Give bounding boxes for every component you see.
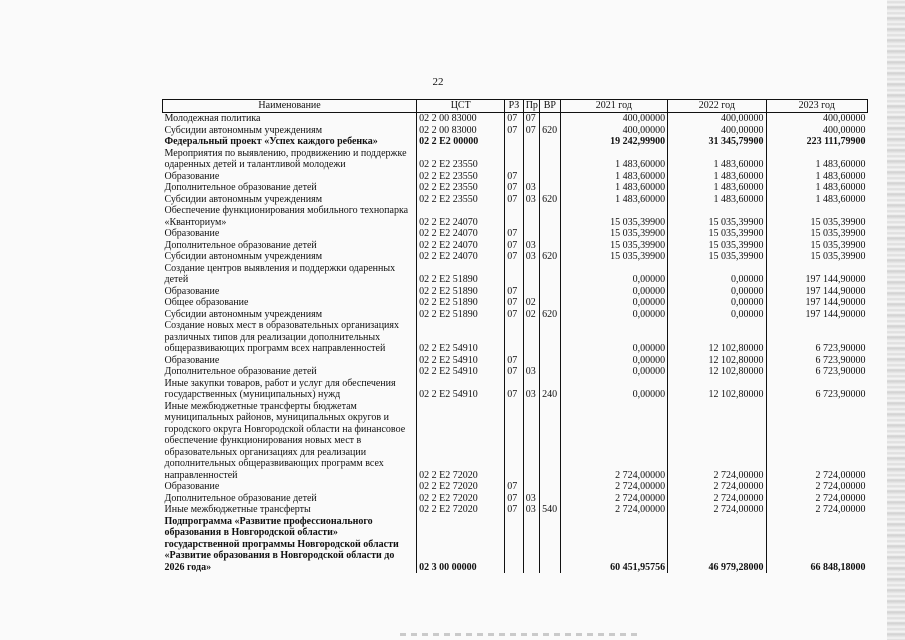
cell-cst: 02 2 E2 23550 bbox=[417, 194, 505, 206]
cell-cst: 02 2 E2 54910 bbox=[417, 378, 505, 401]
cell-cst: 02 3 00 00000 bbox=[417, 516, 505, 574]
cell-name: Мероприятия по выявлению, продвижению и поддержке одаренных детей и талантливой молодежи bbox=[164, 147, 407, 170]
cell-cst: 02 2 E2 00000 bbox=[417, 136, 505, 148]
cell-rz: 07 bbox=[505, 378, 523, 401]
budget-table bbox=[162, 99, 868, 573]
cell-cst: 02 2 E2 54910 bbox=[417, 355, 505, 367]
cell-2023: 6 723,90000 bbox=[766, 355, 867, 367]
cell-rz: 07 bbox=[505, 125, 523, 137]
cell-pr: 07 bbox=[523, 113, 539, 125]
cell-2022: 400,00000 bbox=[668, 113, 766, 125]
cell-2022: 1 483,60000 bbox=[668, 171, 766, 183]
cell-2023: 400,00000 bbox=[766, 125, 867, 137]
table-row bbox=[163, 504, 868, 516]
cell-cst: 02 2 E2 23550 bbox=[417, 182, 505, 194]
cell-2021: 0,00000 bbox=[560, 355, 668, 367]
table-row bbox=[163, 251, 868, 263]
cell-2023: 2 724,00000 bbox=[766, 504, 867, 516]
cell-pr bbox=[523, 286, 539, 298]
cell-name: Дополнительное образование детей bbox=[164, 239, 317, 251]
cell-vr bbox=[540, 366, 560, 378]
cell-cst: 02 2 E2 51890 bbox=[417, 309, 505, 321]
cell-cst: 02 2 E2 72020 bbox=[417, 401, 505, 482]
cell-2023: 400,00000 bbox=[766, 113, 867, 125]
cell-2021: 2 724,00000 bbox=[560, 493, 668, 505]
header-pr: Пр bbox=[523, 100, 539, 113]
cell-pr: 02 bbox=[523, 309, 539, 321]
cell-rz: 07 bbox=[505, 504, 523, 516]
cell-name: Обеспечение функционирования мобильного технопарка «Кванториум» bbox=[164, 205, 409, 228]
cell-name: Субсидии автономным учреждениям bbox=[164, 251, 323, 262]
cell-2022: 12 102,80000 bbox=[668, 378, 766, 401]
cell-cst: 02 2 00 83000 bbox=[417, 113, 505, 125]
cell-pr bbox=[523, 320, 539, 355]
scan-bottom-artifact bbox=[400, 633, 640, 636]
cell-name: Субсидии автономным учреждениям bbox=[164, 124, 323, 136]
cell-2021: 15 035,39900 bbox=[560, 205, 668, 228]
cell-vr bbox=[540, 493, 560, 505]
cell-cst: 02 2 E2 24070 bbox=[417, 240, 505, 252]
cell-name: Молодежная политика bbox=[164, 113, 261, 124]
cell-pr: 03 bbox=[523, 240, 539, 252]
cell-2022: 15 035,39900 bbox=[668, 251, 766, 263]
cell-2021: 0,00000 bbox=[560, 378, 668, 401]
cell-cst: 02 2 E2 24070 bbox=[417, 205, 505, 228]
table-row bbox=[163, 401, 868, 482]
cell-2022: 400,00000 bbox=[668, 125, 766, 137]
cell-name: Образование bbox=[164, 228, 220, 239]
cell-2021: 15 035,39900 bbox=[560, 228, 668, 240]
cell-rz: 07 bbox=[505, 171, 523, 183]
cell-pr: 03 bbox=[523, 493, 539, 505]
table-body bbox=[163, 113, 868, 574]
cell-vr bbox=[540, 148, 560, 171]
cell-vr bbox=[540, 481, 560, 493]
cell-pr bbox=[523, 228, 539, 240]
table-row bbox=[163, 228, 868, 240]
cell-2022: 0,00000 bbox=[668, 297, 766, 309]
table-row bbox=[163, 263, 868, 286]
cell-pr: 03 bbox=[523, 504, 539, 516]
cell-rz: 07 bbox=[505, 493, 523, 505]
cell-pr bbox=[523, 516, 539, 574]
cell-2023: 197 144,90000 bbox=[766, 309, 867, 321]
table-row bbox=[163, 481, 868, 493]
cell-pr: 02 bbox=[523, 297, 539, 309]
table-row bbox=[163, 355, 868, 367]
cell-pr: 03 bbox=[523, 194, 539, 206]
cell-2021: 0,00000 bbox=[560, 297, 668, 309]
cell-name: Субсидии автономным учреждениям bbox=[164, 308, 323, 320]
cell-2023: 2 724,00000 bbox=[766, 481, 867, 493]
cell-2022: 12 102,80000 bbox=[668, 355, 766, 367]
cell-rz bbox=[505, 516, 523, 574]
cell-name: Субсидии автономным учреждениям bbox=[164, 193, 323, 205]
table-row bbox=[163, 113, 868, 125]
cell-pr bbox=[523, 263, 539, 286]
cell-2021: 1 483,60000 bbox=[560, 182, 668, 194]
cell-vr bbox=[540, 205, 560, 228]
cell-cst: 02 2 E2 72020 bbox=[417, 493, 505, 505]
cell-pr: 03 bbox=[523, 378, 539, 401]
cell-2021: 15 035,39900 bbox=[560, 251, 668, 263]
cell-rz: 07 bbox=[505, 355, 523, 367]
cell-2023: 1 483,60000 bbox=[766, 194, 867, 206]
header-vr: ВР bbox=[540, 100, 560, 113]
cell-2023: 223 111,79900 bbox=[766, 136, 867, 148]
cell-2022: 0,00000 bbox=[668, 286, 766, 298]
table-row bbox=[163, 194, 868, 206]
cell-2023: 6 723,90000 bbox=[766, 366, 867, 378]
cell-name: Подпрограмма «Развитие профессионального образования в Новгородской области» государственной программы Новгородской области «Развитие образования в Новгородской области до 2026 года» bbox=[164, 515, 399, 573]
cell-2022: 15 035,39900 bbox=[668, 228, 766, 240]
header-2022: 2022 год bbox=[668, 100, 766, 113]
cell-rz bbox=[505, 205, 523, 228]
table-row bbox=[163, 320, 868, 355]
cell-name: Иные закупки товаров, работ и услуг для обеспечения государственных (муниципальных) нужд bbox=[164, 377, 396, 400]
cell-vr bbox=[540, 320, 560, 355]
cell-2021: 0,00000 bbox=[560, 320, 668, 355]
table-row bbox=[163, 309, 868, 321]
cell-2023: 15 035,39900 bbox=[766, 240, 867, 252]
cell-vr bbox=[540, 263, 560, 286]
cell-name: Образование bbox=[164, 354, 220, 366]
cell-rz: 07 bbox=[505, 251, 523, 263]
header-name: Наименование bbox=[163, 100, 417, 113]
cell-pr: 07 bbox=[523, 125, 539, 137]
table-row bbox=[163, 493, 868, 505]
table-row bbox=[163, 205, 868, 228]
cell-2021: 19 242,99900 bbox=[560, 136, 668, 148]
cell-cst: 02 2 E2 72020 bbox=[417, 481, 505, 493]
cell-2021: 1 483,60000 bbox=[560, 194, 668, 206]
cell-vr: 620 bbox=[540, 194, 560, 206]
table-row bbox=[163, 516, 868, 574]
cell-2023: 1 483,60000 bbox=[766, 148, 867, 171]
cell-pr bbox=[523, 355, 539, 367]
cell-vr bbox=[540, 113, 560, 125]
cell-2022: 12 102,80000 bbox=[668, 366, 766, 378]
header-2021: 2021 год bbox=[560, 100, 668, 113]
table-row bbox=[163, 148, 868, 171]
table-header-row bbox=[163, 100, 868, 113]
cell-rz: 07 bbox=[505, 182, 523, 194]
cell-2023: 197 144,90000 bbox=[766, 286, 867, 298]
cell-2023: 1 483,60000 bbox=[766, 171, 867, 183]
cell-2022: 31 345,79900 bbox=[668, 136, 766, 148]
cell-2021: 0,00000 bbox=[560, 309, 668, 321]
cell-name: Создание новых мест в образовательных организациях различных типов для реализации дополнительных общеразвивающих программ всех направленностей bbox=[164, 320, 399, 354]
cell-cst: 02 2 E2 51890 bbox=[417, 263, 505, 286]
cell-name: Иные межбюджетные трансферты bbox=[164, 504, 311, 515]
cell-2021: 0,00000 bbox=[560, 366, 668, 378]
table-row bbox=[163, 171, 868, 183]
header-rz: РЗ bbox=[505, 100, 523, 113]
cell-vr bbox=[540, 182, 560, 194]
cell-2022: 0,00000 bbox=[668, 263, 766, 286]
cell-2022: 2 724,00000 bbox=[668, 504, 766, 516]
cell-cst: 02 2 E2 54910 bbox=[417, 320, 505, 355]
cell-2021: 400,00000 bbox=[560, 113, 668, 125]
table-row bbox=[163, 240, 868, 252]
cell-2022: 0,00000 bbox=[668, 309, 766, 321]
cell-2023: 66 848,18000 bbox=[766, 516, 867, 574]
cell-vr: 540 bbox=[540, 504, 560, 516]
cell-pr bbox=[523, 136, 539, 148]
table-row bbox=[163, 378, 868, 401]
cell-vr bbox=[540, 297, 560, 309]
table-row bbox=[163, 297, 868, 309]
cell-2022: 46 979,28000 bbox=[668, 516, 766, 574]
cell-name: Образование bbox=[164, 170, 220, 182]
cell-vr: 620 bbox=[540, 251, 560, 263]
cell-vr bbox=[540, 355, 560, 367]
cell-pr bbox=[523, 171, 539, 183]
cell-name: Иные межбюджетные трансферты бюджетам муниципальных районов, муниципальных округов и городского округа Новгородской области на финансовое обеспечение функционирования новых мест в образовательных организациях для реализации дополнительных общеразвивающих программ всех направленностей bbox=[164, 400, 406, 481]
cell-name: Образование bbox=[164, 285, 220, 297]
table-row bbox=[163, 366, 868, 378]
cell-2023: 15 035,39900 bbox=[766, 205, 867, 228]
cell-rz: 07 bbox=[505, 113, 523, 125]
cell-2022: 15 035,39900 bbox=[668, 240, 766, 252]
cell-rz: 07 bbox=[505, 309, 523, 321]
cell-2021: 2 724,00000 bbox=[560, 504, 668, 516]
cell-2021: 2 724,00000 bbox=[560, 481, 668, 493]
cell-cst: 02 2 E2 23550 bbox=[417, 171, 505, 183]
cell-name: Федеральный проект «Успех каждого ребенка» bbox=[164, 136, 378, 147]
cell-2023: 15 035,39900 bbox=[766, 251, 867, 263]
cell-rz: 07 bbox=[505, 194, 523, 206]
cell-rz: 07 bbox=[505, 481, 523, 493]
cell-rz: 07 bbox=[505, 297, 523, 309]
table-row bbox=[163, 182, 868, 194]
cell-2022: 1 483,60000 bbox=[668, 182, 766, 194]
cell-cst: 02 2 00 83000 bbox=[417, 125, 505, 137]
cell-vr: 240 bbox=[540, 378, 560, 401]
cell-pr: 03 bbox=[523, 366, 539, 378]
scan-edge-artifact bbox=[887, 0, 905, 640]
cell-rz: 07 bbox=[505, 366, 523, 378]
cell-pr: 03 bbox=[523, 251, 539, 263]
cell-cst: 02 2 E2 23550 bbox=[417, 148, 505, 171]
cell-name: Дополнительное образование детей bbox=[164, 366, 317, 377]
cell-cst: 02 2 E2 51890 bbox=[417, 286, 505, 298]
cell-vr: 620 bbox=[540, 309, 560, 321]
cell-2021: 1 483,60000 bbox=[560, 148, 668, 171]
cell-vr bbox=[540, 286, 560, 298]
cell-vr bbox=[540, 240, 560, 252]
cell-2022: 12 102,80000 bbox=[668, 320, 766, 355]
cell-vr bbox=[540, 228, 560, 240]
cell-2023: 6 723,90000 bbox=[766, 378, 867, 401]
cell-2023: 197 144,90000 bbox=[766, 297, 867, 309]
cell-rz bbox=[505, 263, 523, 286]
cell-rz: 07 bbox=[505, 240, 523, 252]
cell-2022: 2 724,00000 bbox=[668, 481, 766, 493]
cell-vr: 620 bbox=[540, 125, 560, 137]
cell-vr bbox=[540, 171, 560, 183]
cell-name: Общее образование bbox=[164, 297, 249, 308]
cell-2023: 1 483,60000 bbox=[766, 182, 867, 194]
cell-2021: 400,00000 bbox=[560, 125, 668, 137]
cell-2021: 60 451,95756 bbox=[560, 516, 668, 574]
cell-2022: 2 724,00000 bbox=[668, 493, 766, 505]
cell-2023: 197 144,90000 bbox=[766, 263, 867, 286]
cell-vr bbox=[540, 136, 560, 148]
cell-cst: 02 2 E2 54910 bbox=[417, 366, 505, 378]
cell-2022: 1 483,60000 bbox=[668, 194, 766, 206]
cell-2021: 1 483,60000 bbox=[560, 171, 668, 183]
cell-cst: 02 2 E2 72020 bbox=[417, 504, 505, 516]
cell-name: Дополнительное образование детей bbox=[164, 182, 317, 193]
header-cst: ЦСТ bbox=[417, 100, 505, 113]
cell-2022: 1 483,60000 bbox=[668, 148, 766, 171]
cell-rz bbox=[505, 136, 523, 148]
cell-rz bbox=[505, 320, 523, 355]
table-row bbox=[163, 286, 868, 298]
cell-2022: 2 724,00000 bbox=[668, 401, 766, 482]
cell-2023: 6 723,90000 bbox=[766, 320, 867, 355]
cell-cst: 02 2 E2 24070 bbox=[417, 228, 505, 240]
cell-2021: 15 035,39900 bbox=[560, 240, 668, 252]
cell-2023: 15 035,39900 bbox=[766, 228, 867, 240]
cell-2022: 15 035,39900 bbox=[668, 205, 766, 228]
cell-2021: 0,00000 bbox=[560, 286, 668, 298]
table-row bbox=[163, 125, 868, 137]
cell-vr bbox=[540, 516, 560, 574]
cell-rz: 07 bbox=[505, 286, 523, 298]
cell-rz bbox=[505, 401, 523, 482]
cell-pr: 03 bbox=[523, 182, 539, 194]
cell-2021: 2 724,00000 bbox=[560, 401, 668, 482]
cell-rz: 07 bbox=[505, 228, 523, 240]
cell-name: Образование bbox=[164, 481, 220, 492]
cell-pr bbox=[523, 481, 539, 493]
cell-name: Дополнительное образование детей bbox=[164, 492, 317, 504]
cell-vr bbox=[540, 401, 560, 482]
page-number: 22 bbox=[432, 76, 444, 88]
cell-cst: 02 2 E2 24070 bbox=[417, 251, 505, 263]
cell-2021: 0,00000 bbox=[560, 263, 668, 286]
cell-rz bbox=[505, 148, 523, 171]
cell-name: Создание центров выявления и поддержки одаренных детей bbox=[164, 262, 396, 285]
cell-pr bbox=[523, 205, 539, 228]
header-2023: 2023 год bbox=[766, 100, 867, 113]
cell-pr bbox=[523, 401, 539, 482]
table-row bbox=[163, 136, 868, 148]
cell-cst: 02 2 E2 51890 bbox=[417, 297, 505, 309]
cell-2023: 2 724,00000 bbox=[766, 493, 867, 505]
cell-pr bbox=[523, 148, 539, 171]
cell-2023: 2 724,00000 bbox=[766, 401, 867, 482]
